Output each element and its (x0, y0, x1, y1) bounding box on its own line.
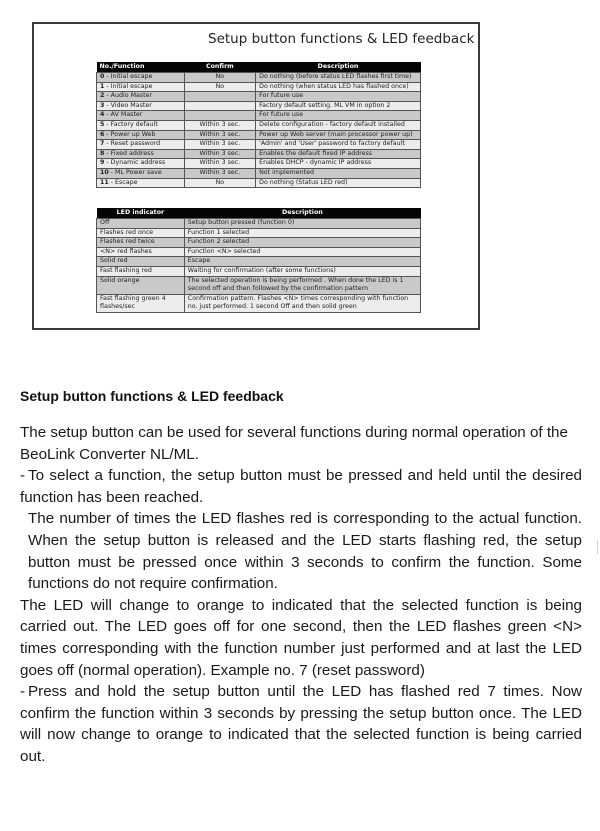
function-cell (97, 92, 185, 102)
led-indicator-cell: Fast flashing red (97, 266, 185, 276)
function-name: - Reset password (104, 140, 161, 148)
description-cell: Do nothing (when status LED has flashed once) (256, 82, 421, 92)
led-indicator-cell: Flashes red once (97, 228, 185, 238)
led-indicator-cell: Off (97, 219, 185, 229)
paragraph-select-function-text: To select a function, the setup button must be pressed and held until the desired function has been reached. (20, 467, 582, 506)
led-indicator-cell: <N> red flashes (97, 247, 185, 257)
function-cell (97, 120, 185, 130)
confirm-cell: Within 3 sec. (184, 120, 255, 130)
function-row (97, 82, 421, 92)
function-name: - Fixed address (104, 149, 154, 157)
function-row (97, 92, 421, 102)
description-cell: Factory default setting. ML VM in option 2 (256, 101, 421, 111)
function-number: 3 (100, 101, 105, 109)
function-cell (97, 111, 185, 121)
function-number: 1 (100, 82, 105, 90)
description-cell: For future use (256, 92, 421, 102)
led-row (97, 257, 421, 267)
description-cell: Power up Web server (main processor power up) (256, 130, 421, 140)
function-name: - Dynamic address (104, 159, 166, 167)
confirm-cell: Within 3 sec. (184, 149, 255, 159)
function-number: 11 (100, 178, 109, 186)
section-heading: Setup button functions & LED feedback (20, 388, 284, 404)
confirm-cell: No (184, 73, 255, 83)
paragraph-led-flashes: The number of times the LED flashes red is corresponding to the actual function. When the setup button is released and the LED starts flashing red, the setup button must be pressed once within 3 seconds to confirm the function. Some functions do not require confirmation. (28, 510, 582, 593)
paragraph-orange-led: The LED will change to orange to indicated that the selected function is being carried out. The LED goes off for one second, then the LED flashes green <N> times corresponding with the function number just performed and at last the LED goes off (normal operation). Example no. 7 (reset password) (20, 596, 582, 679)
led-description-cell: Function 1 selected (184, 228, 420, 238)
led-description-cell: Waiting for confirmation (after some functions) (184, 266, 420, 276)
led-table (96, 208, 421, 313)
function-name: - AV Master (104, 111, 143, 119)
function-name: - Power up Web (104, 130, 156, 138)
confirm-cell: No (184, 82, 255, 92)
function-cell (97, 82, 185, 92)
function-row (97, 149, 421, 159)
function-row (97, 159, 421, 169)
function-number: 0 (100, 73, 105, 80)
function-cell (97, 130, 185, 140)
function-number: 7 (100, 140, 105, 148)
function-cell (97, 178, 185, 188)
function-row (97, 178, 421, 188)
figure-box (32, 22, 480, 330)
confirm-cell: Within 3 sec. (184, 140, 255, 150)
description-cell: Do nothing (before status LED flashes first time) (256, 73, 421, 83)
led-table-header (97, 208, 421, 219)
function-number: 8 (100, 149, 105, 157)
led-description-cell: Confirmation pattern. Flashes <N> times corresponding with function no. just performed. 1 second Off and then solid green (184, 294, 420, 312)
header-led-description: Description (184, 208, 420, 219)
bullet-dash: - (20, 683, 26, 701)
header-no-function: No./Function (97, 62, 185, 73)
description-cell: Enables the default fixed IP address (256, 149, 421, 159)
function-table (96, 62, 421, 188)
led-description-cell: Function 2 selected (184, 238, 420, 248)
led-row (97, 247, 421, 257)
paragraph-intro: The setup button can be used for several functions during normal operation of the BeoLink Converter NL/ML. (20, 424, 568, 463)
led-row (97, 219, 421, 229)
paragraph-select-function (20, 465, 582, 508)
header-description: Description (256, 62, 421, 73)
function-row (97, 101, 421, 111)
led-row (97, 276, 421, 294)
function-row (97, 140, 421, 150)
function-cell (97, 168, 185, 178)
function-name: - Initial escape (104, 73, 153, 80)
led-row (97, 294, 421, 312)
function-number: 2 (100, 92, 105, 100)
description-cell: Enables DHCP - dynamic IP address (256, 159, 421, 169)
header-confirm: Confirm (184, 62, 255, 73)
led-description-cell: Escape (184, 257, 420, 267)
confirm-cell (184, 111, 255, 121)
function-row (97, 130, 421, 140)
paragraph-example-text: Press and hold the setup button until the LED has flashed red 7 times. Now confirm the function within 3 seconds by pressing the setup button once. The LED will now change to orange to indicated that the selected function is being carried out. (20, 683, 582, 765)
paragraph-example (20, 681, 582, 767)
led-indicator-cell: Fast flashing green 4 flashes/sec (97, 294, 185, 312)
function-number: 5 (100, 120, 105, 128)
led-indicator-cell: Solid orange (97, 276, 185, 294)
function-row (97, 168, 421, 178)
function-name: - Audio Master (104, 92, 153, 100)
description-cell: Not implemented (256, 168, 421, 178)
function-row (97, 73, 421, 83)
description-cell: For future use (256, 111, 421, 121)
led-indicator-cell: Flashes red twice (97, 238, 185, 248)
function-row (97, 111, 421, 121)
led-row (97, 228, 421, 238)
led-row (97, 266, 421, 276)
led-description-cell: Function <N> selected (184, 247, 420, 257)
function-number: 9 (100, 159, 105, 167)
function-number: 10 (100, 168, 109, 176)
function-name: - Escape (108, 178, 138, 186)
confirm-cell: Within 3 sec. (184, 168, 255, 178)
description-cell: Delete configuration - factory default installed (256, 120, 421, 130)
body-text (20, 422, 582, 768)
function-name: - ML Power save (108, 168, 162, 176)
function-name: - Factory default (104, 120, 158, 128)
function-name: - Initial escape (104, 82, 153, 90)
led-description-cell: The selected operation is being performed . When done the LED is 1 second off and then followed by the confirmation pattern (184, 276, 420, 294)
confirm-cell (184, 92, 255, 102)
confirm-cell: Within 3 sec. (184, 159, 255, 169)
description-cell: 'Admin' and 'User' password to factory default (256, 140, 421, 150)
bullet-dash: - (20, 467, 26, 485)
function-number: 6 (100, 130, 105, 138)
function-cell (97, 101, 185, 111)
function-cell (97, 140, 185, 150)
led-description-cell: Setup button pressed (function 0) (184, 219, 420, 229)
function-number: 4 (100, 111, 105, 119)
description-cell: Do nothing (Status LED red) (256, 178, 421, 188)
confirm-cell: Within 3 sec. (184, 130, 255, 140)
led-indicator-cell: Solid red (97, 257, 185, 267)
function-cell (97, 149, 185, 159)
scan-artifact (597, 540, 598, 554)
function-name: - Video Master (104, 101, 152, 109)
header-led-indicator: LED indicator (97, 208, 185, 219)
confirm-cell (184, 101, 255, 111)
figure-title: Setup button functions & LED feedback (208, 31, 475, 47)
function-table-header (97, 62, 421, 73)
function-cell (97, 73, 185, 83)
led-row (97, 238, 421, 248)
function-cell (97, 159, 185, 169)
function-row (97, 120, 421, 130)
confirm-cell: No (184, 178, 255, 188)
